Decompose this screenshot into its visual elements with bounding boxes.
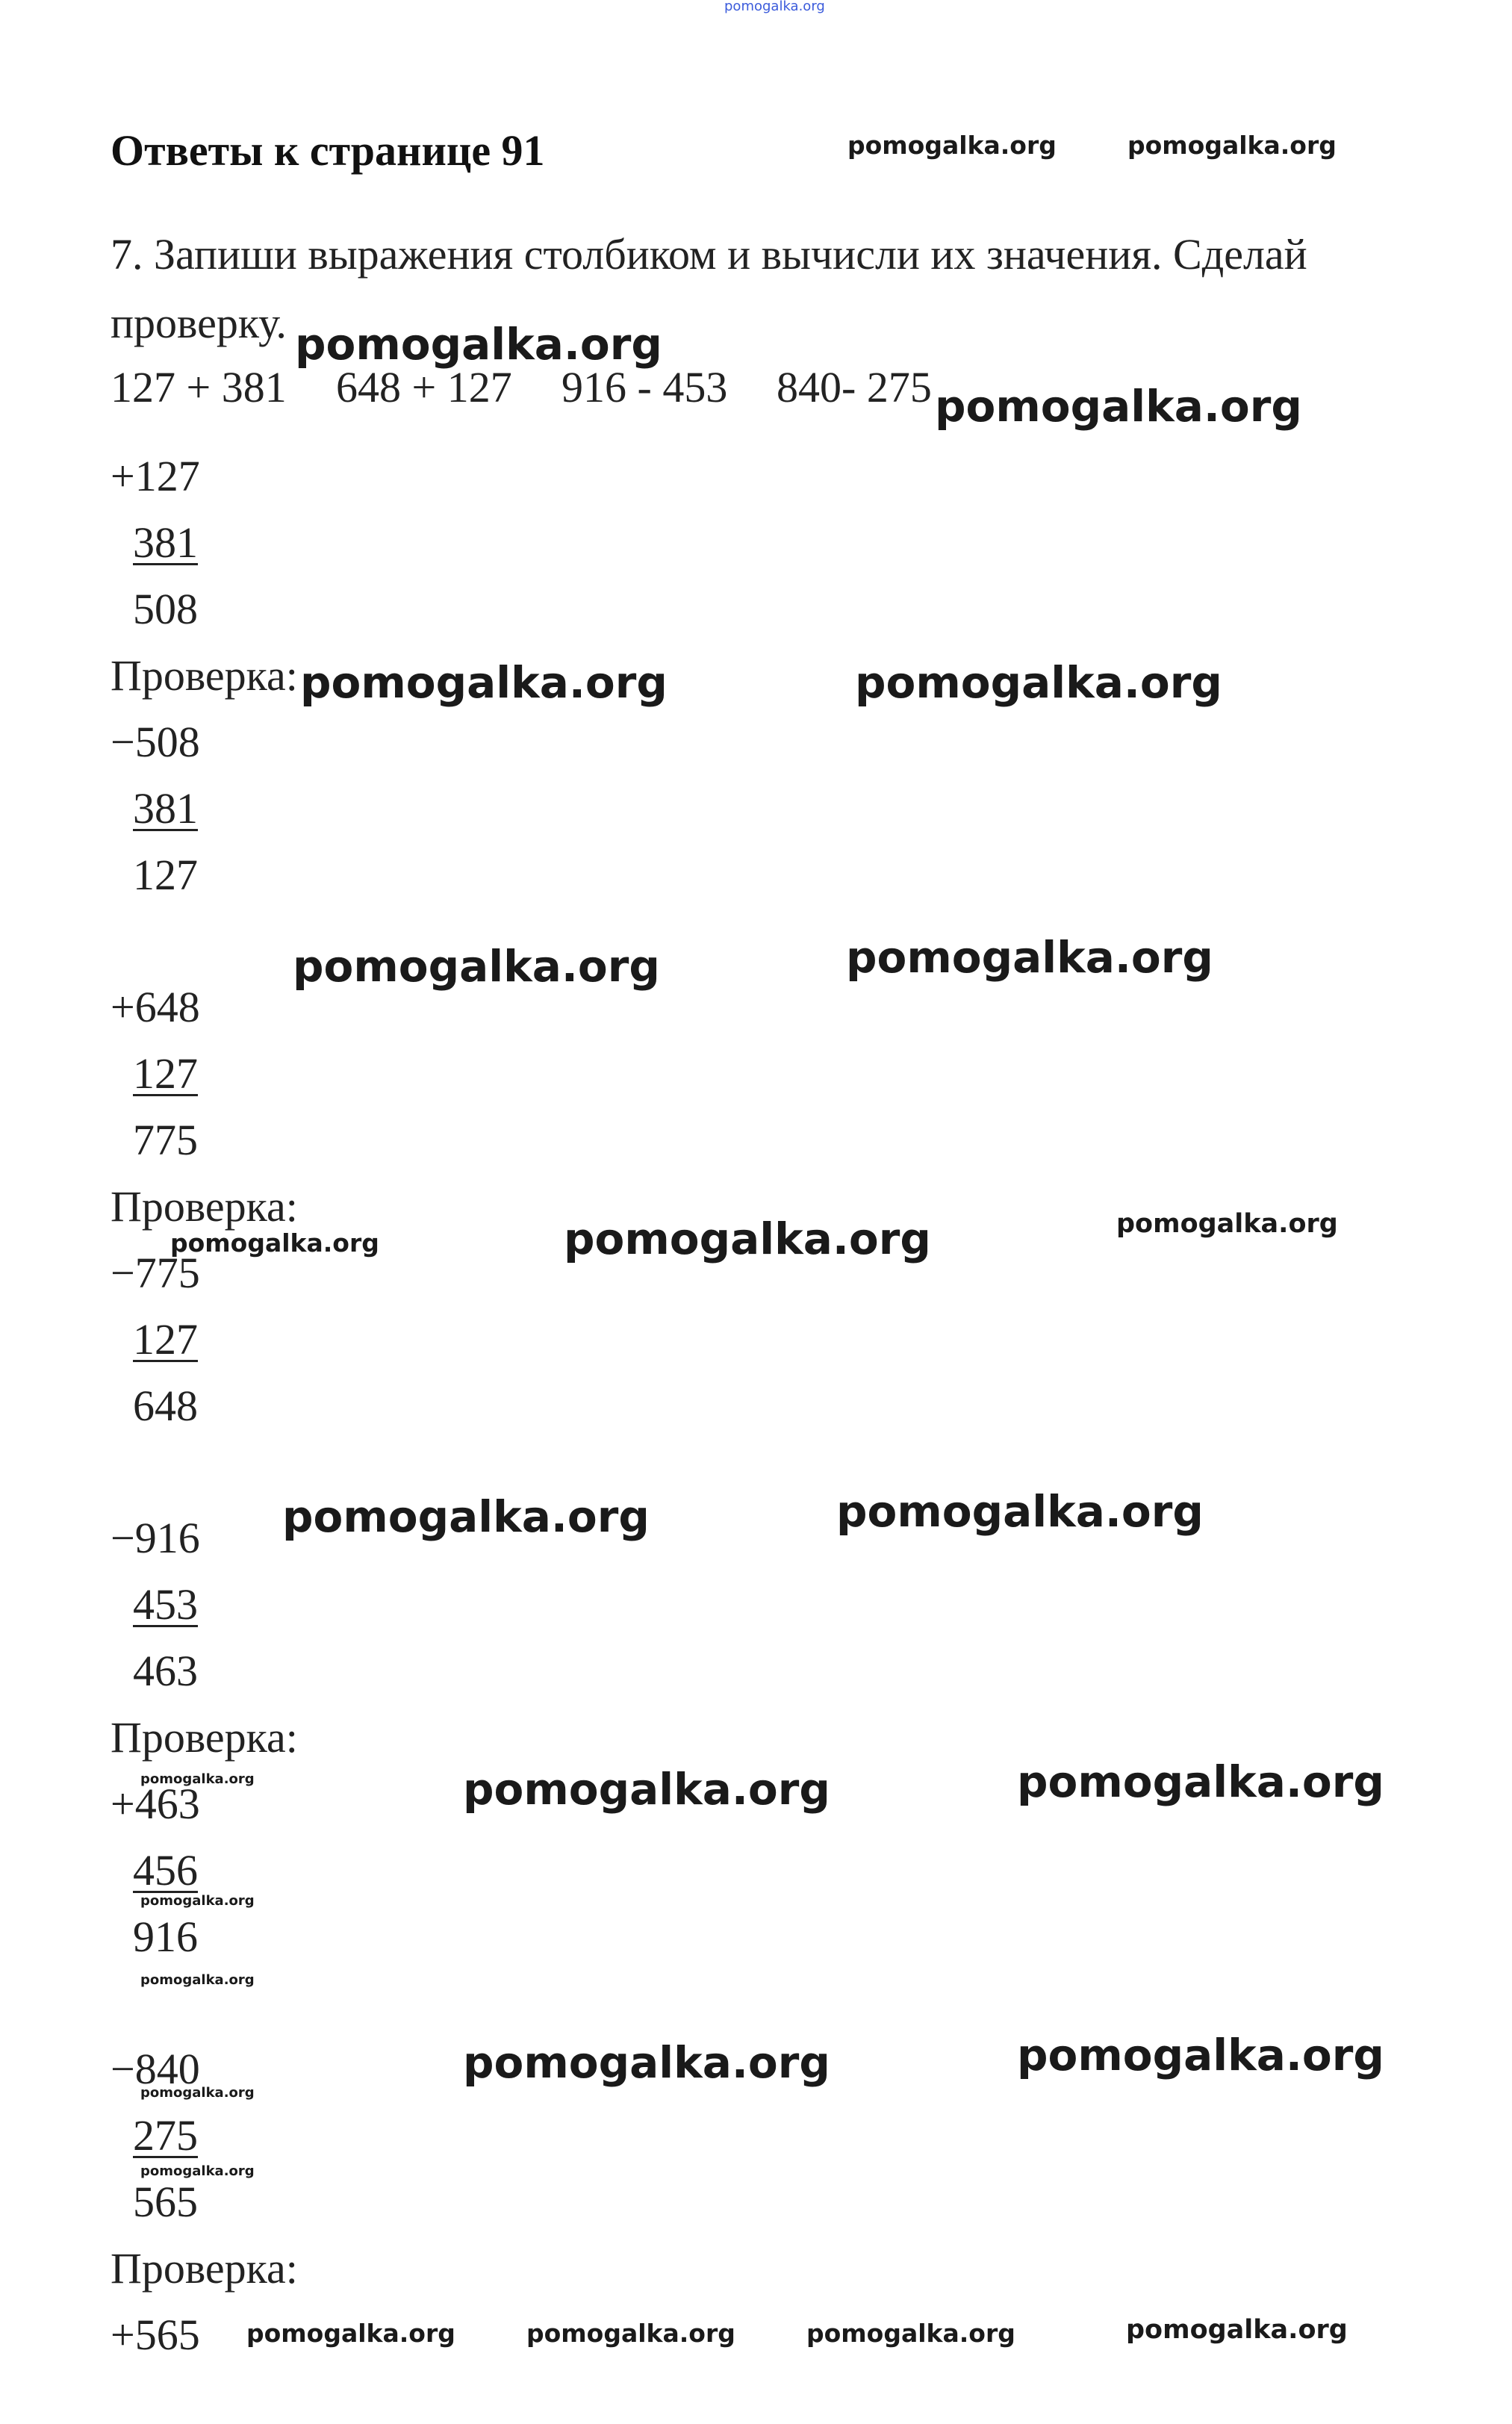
b1-check-label: Проверка: (111, 651, 298, 700)
expression-4: 840- 275 (777, 363, 932, 411)
b3-check-label: Проверка: (111, 1713, 298, 1762)
expression-2: 648 + 127 (336, 363, 512, 411)
b2-operand-a: +648 (111, 983, 200, 1031)
b1-operand-a: +127 (111, 452, 200, 500)
b2-check-result: 648 (133, 1382, 198, 1430)
b2-check-a: −775 (111, 1249, 200, 1297)
watermark: pomogalka.org (836, 1486, 1204, 1537)
watermark: pomogalka.org (1116, 1209, 1338, 1239)
watermark: pomogalka.org (855, 657, 1222, 708)
watermark: pomogalka.org (295, 319, 662, 370)
watermark: pomogalka.org (526, 2319, 735, 2348)
watermark: pomogalka.org (846, 932, 1213, 983)
watermark: pomogalka.org (806, 2319, 1015, 2348)
watermark: pomogalka.org (170, 1228, 379, 1258)
watermark: pomogalka.org (300, 657, 668, 708)
watermark: pomogalka.org (246, 2319, 455, 2348)
watermark: pomogalka.org (140, 1972, 255, 1988)
b1-check-a: −508 (111, 718, 200, 766)
watermark: pomogalka.org (293, 941, 660, 992)
b1-operand-b: 381 (133, 518, 198, 567)
watermark: pomogalka.org (1126, 2315, 1348, 2345)
b3-result: 463 (133, 1647, 198, 1695)
b3-check-result: 916 (133, 1912, 198, 1961)
b3-check-a: +463 (111, 1780, 200, 1828)
watermark: pomogalka.org (1017, 1756, 1384, 1807)
watermark: pomogalka.org (1127, 131, 1337, 160)
task-text-line1: 7. Запиши выражения столбиком и вычисли их значения. Сделай (111, 230, 1307, 279)
expression-1: 127 + 381 (111, 363, 287, 411)
top-watermark: pomogalka.org (724, 0, 825, 14)
b2-result: 775 (133, 1116, 198, 1164)
task-text-line2: проверку. (111, 299, 287, 347)
b1-result: 508 (133, 585, 198, 633)
b3-check-b: 456 (133, 1846, 198, 1895)
b3-operand-b: 453 (133, 1580, 198, 1629)
watermark: pomogalka.org (1017, 2030, 1384, 2080)
page-title: Ответы к странице 91 (111, 126, 545, 175)
watermark: pomogalka.org (564, 1213, 931, 1264)
watermark: pomogalka.org (847, 131, 1057, 160)
b1-check-b: 381 (133, 784, 198, 833)
watermark: pomogalka.org (463, 1764, 830, 1815)
b4-operand-b: 275 (133, 2111, 198, 2160)
b4-operand-a: −840 (111, 2045, 200, 2093)
watermark: pomogalka.org (935, 381, 1302, 432)
watermark: pomogalka.org (140, 1893, 255, 1909)
b2-operand-b: 127 (133, 1049, 198, 1098)
watermark: pomogalka.org (463, 2037, 830, 2088)
b2-check-label: Проверка: (111, 1182, 298, 1231)
b3-operand-a: −916 (111, 1514, 200, 1562)
watermark: pomogalka.org (140, 2163, 255, 2179)
watermark: pomogalka.org (140, 2085, 255, 2101)
watermark: pomogalka.org (282, 1491, 650, 1542)
b1-check-result: 127 (133, 851, 198, 899)
expression-3: 916 - 453 (561, 363, 728, 411)
b4-check-label: Проверка: (111, 2244, 298, 2293)
watermark: pomogalka.org (140, 1771, 255, 1787)
b4-result: 565 (133, 2178, 198, 2226)
b2-check-b: 127 (133, 1315, 198, 1364)
b4-check-a: +565 (111, 2310, 200, 2359)
